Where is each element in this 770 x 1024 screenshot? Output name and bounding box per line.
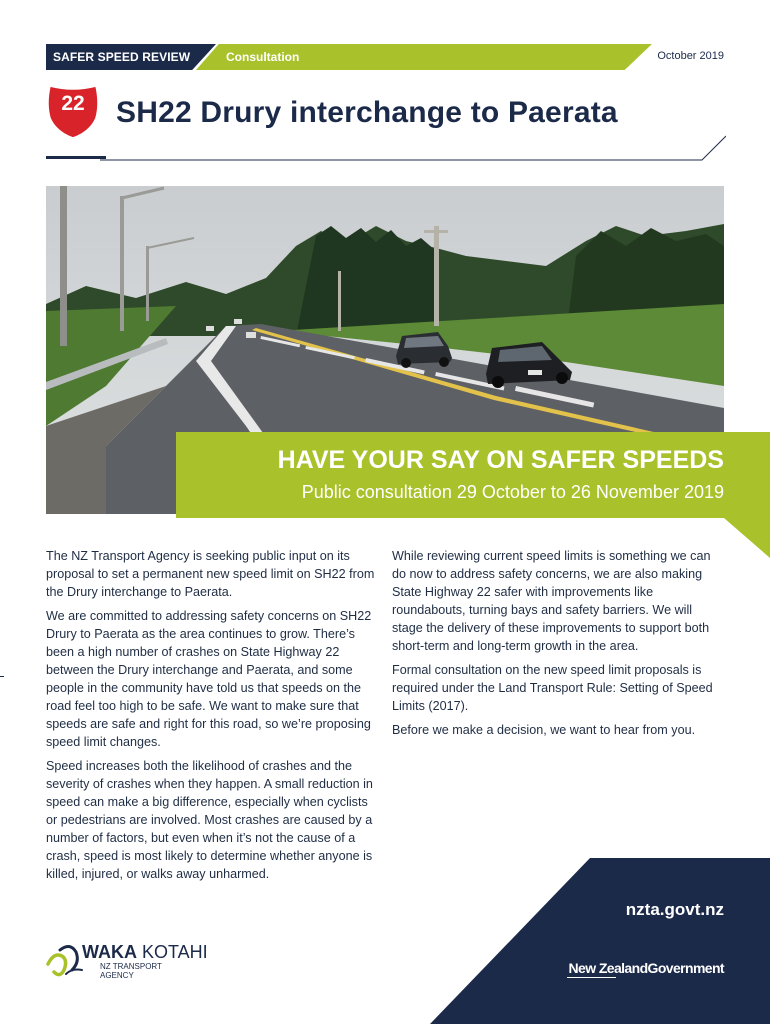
- paragraph: Formal consultation on the new speed limit proposals is required under the Land Transport Rule: Setting of Speed Limits (2017).: [392, 663, 713, 713]
- nz-government-wordmark: [540, 960, 724, 976]
- gov-underline: [567, 977, 616, 978]
- gov-part2: Government: [647, 960, 724, 976]
- gov-part1: New Zealand: [568, 960, 648, 976]
- agency-name: [82, 942, 208, 963]
- margin-tick: [0, 676, 4, 677]
- agency-sub-line2: AGENCY: [100, 971, 134, 980]
- agency-name-bold: WAKA: [82, 942, 137, 962]
- body-column-right: [392, 547, 724, 745]
- title-rule: [100, 134, 726, 162]
- paragraph: Before we make a decision, we want to hear from you.: [392, 723, 696, 737]
- body-column-left: [46, 547, 380, 889]
- paragraph: We are committed to addressing safety concerns on SH22 Drury to Paerata as the area continues to grow. There’s been a high number of crashes on State Highway 22 between the Drury interchange and Paerata, and some people in the community have told us that speeds on the road feel too high to be safe. We want to make sure that speeds are safe and right for this road, so we’re proposing speed limit changes.: [46, 609, 372, 749]
- section-label: Consultation: [226, 50, 300, 64]
- paragraph: While reviewing current speed limits is something we can do now to address safety concerns, we are also making State Highway 22 safer with improvements like roundabouts, turning bays and safety barriers. We will stage the delivery of these improvements to support both short-term and long-term growth in the area.: [392, 549, 711, 653]
- agency-name-rest: KOTAHI: [137, 942, 208, 962]
- shield-underline: [46, 156, 106, 159]
- callout-heading: HAVE YOUR SAY ON SAFER SPEEDS: [277, 446, 724, 474]
- series-label: SAFER SPEED REVIEW: [53, 50, 191, 64]
- waka-kotahi-logo-icon: [46, 940, 86, 980]
- paragraph: The NZ Transport Agency is seeking public input on its proposal to set a permanent new speed limit on SH22 from the Drury interchange to Paerata.: [46, 549, 375, 599]
- shield-number: 22: [61, 92, 85, 115]
- page-title: SH22 Drury interchange to Paerata: [116, 96, 618, 129]
- publication-date: October 2019: [657, 50, 724, 62]
- footer-navy-panel: [430, 858, 770, 1024]
- agency-sub-line1: NZ TRANSPORT: [100, 962, 162, 971]
- agency-subtitle: [100, 962, 162, 980]
- paragraph: Speed increases both the likelihood of crashes and the severity of crashes when they happen. A small reduction in speed can make a big difference, especially when cyclists or pedestrians are involved. Most crashes are caused by a number of factors, but even when it’s not the cause of a crash, speed is most likely to determine whether anyone is killed, injured, or walks away unharmed.: [46, 759, 373, 881]
- callout-subheading: Public consultation 29 October to 26 November 2019: [301, 482, 724, 502]
- website-url[interactable]: nzta.govt.nz: [625, 900, 724, 919]
